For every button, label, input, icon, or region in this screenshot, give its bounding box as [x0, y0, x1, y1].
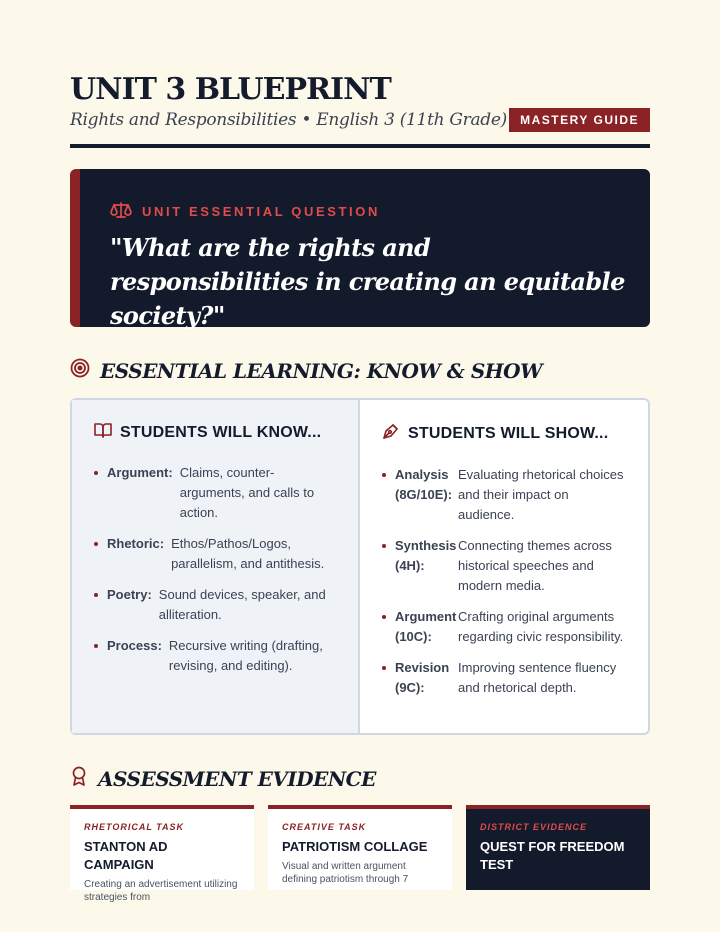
essential-question-card — [70, 169, 650, 330]
item-term: Argument: — [107, 465, 173, 480]
list-item — [382, 465, 626, 525]
assessment-heading: ASSESSMENT EVIDENCE — [98, 766, 376, 791]
page-header — [70, 72, 650, 132]
learning-section-heading — [70, 358, 542, 383]
card-category: CREATIVE TASK — [282, 822, 367, 832]
know-column — [72, 400, 360, 733]
list-item — [94, 534, 336, 574]
item-desc: Evaluating rhetorical choices and their impact on audience. — [458, 467, 624, 522]
item-desc: Crafting original arguments regarding civic responsibility. — [458, 609, 624, 644]
list-item — [94, 585, 336, 625]
assessment-card-stanton — [70, 805, 254, 903]
subtitle-row — [70, 108, 650, 132]
item-term: Process: — [107, 638, 162, 653]
item-desc: Connecting themes across historical speeches and modern media. — [458, 538, 612, 593]
know-show-panel — [70, 398, 650, 735]
item-term: Argument (10C): — [395, 609, 457, 644]
item-term: Poetry: — [107, 587, 152, 602]
list-item — [382, 536, 626, 596]
item-term: Synthesis (4H): — [395, 538, 457, 573]
learning-heading: ESSENTIAL LEARNING: KNOW & SHOW — [100, 358, 543, 383]
know-title-row — [94, 422, 336, 443]
card-category: DISTRICT EVIDENCE — [480, 822, 588, 832]
item-desc: Claims, counter-arguments, and calls to action. — [179, 465, 315, 520]
assessment-section-heading — [70, 766, 376, 791]
card-title: STANTON AD CAMPAIGN — [84, 839, 168, 872]
book-icon — [94, 422, 112, 443]
list-item — [94, 463, 336, 523]
item-desc: Sound devices, speaker, and alliteration. — [158, 587, 326, 622]
card-description: Creating an advertisement utilizing strategies from — [84, 879, 238, 903]
show-list — [382, 465, 626, 698]
list-item — [382, 607, 626, 647]
assessment-card-quest — [466, 805, 650, 890]
scale-icon — [110, 201, 132, 222]
show-column — [360, 400, 648, 733]
list-item — [94, 636, 336, 676]
card-description: Visual and written argument defining patriotism through 7 — [282, 861, 409, 885]
target-icon — [70, 358, 90, 383]
item-term: Analysis (8G/10E): — [395, 467, 453, 502]
know-title: STUDENTS WILL KNOW... — [120, 423, 322, 441]
list-item — [382, 658, 626, 698]
item-desc: Improving sentence fluency and rhetorical depth. — [458, 660, 617, 695]
card-title: QUEST FOR FREEDOM TEST — [480, 839, 625, 872]
page-subtitle: Rights and Responsibilities • English 3 (11th Grade) — [70, 110, 507, 130]
item-term: Revision (9C): — [395, 660, 450, 695]
header-rule — [70, 144, 650, 148]
item-desc: Recursive writing (drafting, revising, and editing). — [168, 638, 323, 673]
essential-question-label: UNIT ESSENTIAL QUESTION — [142, 204, 380, 219]
page-title: UNIT 3 BLUEPRINT — [70, 72, 391, 107]
item-desc: Ethos/Pathos/Logos, parallelism, and antithesis. — [171, 536, 325, 571]
item-term: Rhetoric: — [107, 536, 165, 551]
card-category: RHETORICAL TASK — [84, 822, 185, 832]
essential-question-label-row — [110, 201, 380, 222]
show-title: STUDENTS WILL SHOW... — [408, 424, 609, 442]
essential-question-text: "What are the rights and responsibilities in creating an equitable society?" — [110, 233, 625, 330]
pen-icon — [382, 422, 400, 445]
card-title: PATRIOTISM COLLAGE — [282, 839, 428, 854]
know-list — [94, 463, 336, 676]
mastery-badge: MASTERY GUIDE — [509, 108, 650, 132]
show-title-row — [382, 422, 626, 445]
ribbon-icon — [70, 766, 88, 791]
assessment-card-patriotism — [268, 805, 452, 890]
assessment-cards — [70, 805, 650, 903]
